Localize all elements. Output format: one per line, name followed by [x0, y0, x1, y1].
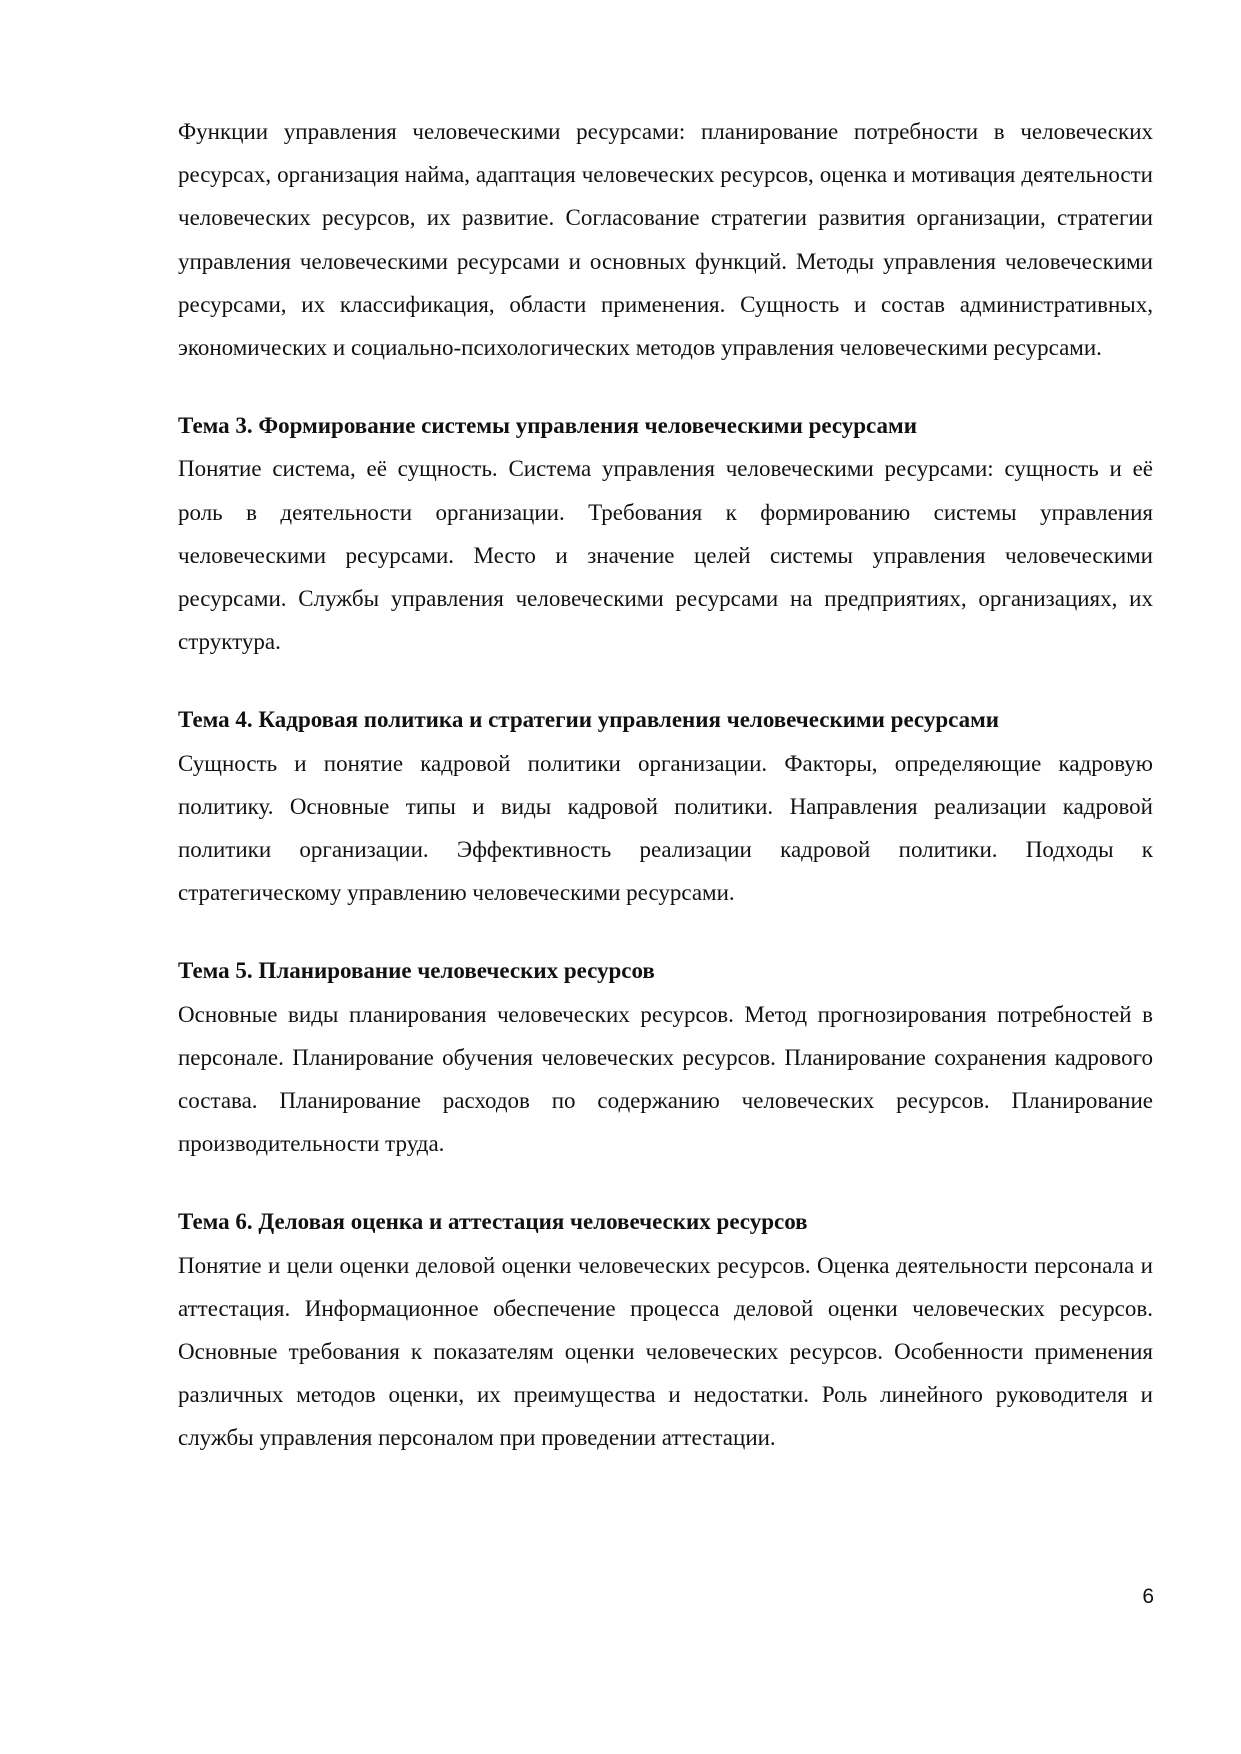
section-topic-3 [178, 404, 1153, 663]
section-paragraph-topic-4: Сущность и понятие кадровой политики организации. Факторы, определяющие кадровую политику. Основные типы и виды кадровой политики. Направления реализации кадровой политики организации. Эффективность реализации кадровой политики. Подходы к стратегическому управлению человеческими ресурсами. [178, 750, 1153, 906]
page-number: 6 [1142, 1585, 1154, 1608]
section-paragraph-topic-6: Понятие и цели оценки деловой оценки человеческих ресурсов. Оценка деятельности персонала и аттестация. Информационное обеспечение процесса деловой оценки человеческих ресурсов. Основные требования к показателям оценки человеческих ресурсов. Особенности применения различных методов оценки, их преимущества и недостатки. Роль линейного руководителя и службы управления персоналом при проведении аттестации. [178, 1252, 1153, 1451]
page-content [178, 110, 1153, 1460]
section-paragraph-topic-5: Основные виды планирования человеческих ресурсов. Метод прогнозирования потребностей в персонале. Планирование обучения человеческих ресурсов. Планирование сохранения кадрового состава. Планирование расходов по содержанию человеческих ресурсов. Планирование производительности труда. [178, 1001, 1153, 1157]
section-topic-5 [178, 949, 1153, 1165]
section-title-topic-4: Тема 4. Кадровая политика и стратегии управления человеческими ресурсами [178, 707, 1000, 733]
section-title-topic-5: Тема 5. Планирование человеческих ресурсов [178, 958, 655, 984]
section-title-topic-6: Тема 6. Деловая оценка и аттестация человеческих ресурсов [178, 1209, 808, 1235]
intro-paragraph: Функции управления человеческими ресурсами: планирование потребности в человеческих ресурсах, организация найма, адаптация человеческих ресурсов, оценка и мотивация деятельности человеческих ресурсов, их развитие. Согласование стратегии развития организации, стратегии управления человеческими ресурсами и основных функций. Методы управления человеческими ресурсами, их классификация, области применения. Сущность и состав административных, экономических и социально-психологических методов управления человеческими ресурсами. [178, 119, 1153, 361]
section-paragraph-topic-3: Понятие система, её сущность. Система управления человеческими ресурсами: сущность и её роль в деятельности организации. Требования к формированию системы управления человеческими ресурсами. Место и значение целей системы управления человеческими ресурсами. Службы управления человеческими ресурсами на предприятиях, организациях, их структура. [178, 456, 1153, 655]
section-topic-6 [178, 1200, 1153, 1459]
section-topic-4 [178, 698, 1153, 914]
section-title-topic-3: Тема 3. Формирование системы управления человеческими ресурсами [178, 413, 917, 439]
